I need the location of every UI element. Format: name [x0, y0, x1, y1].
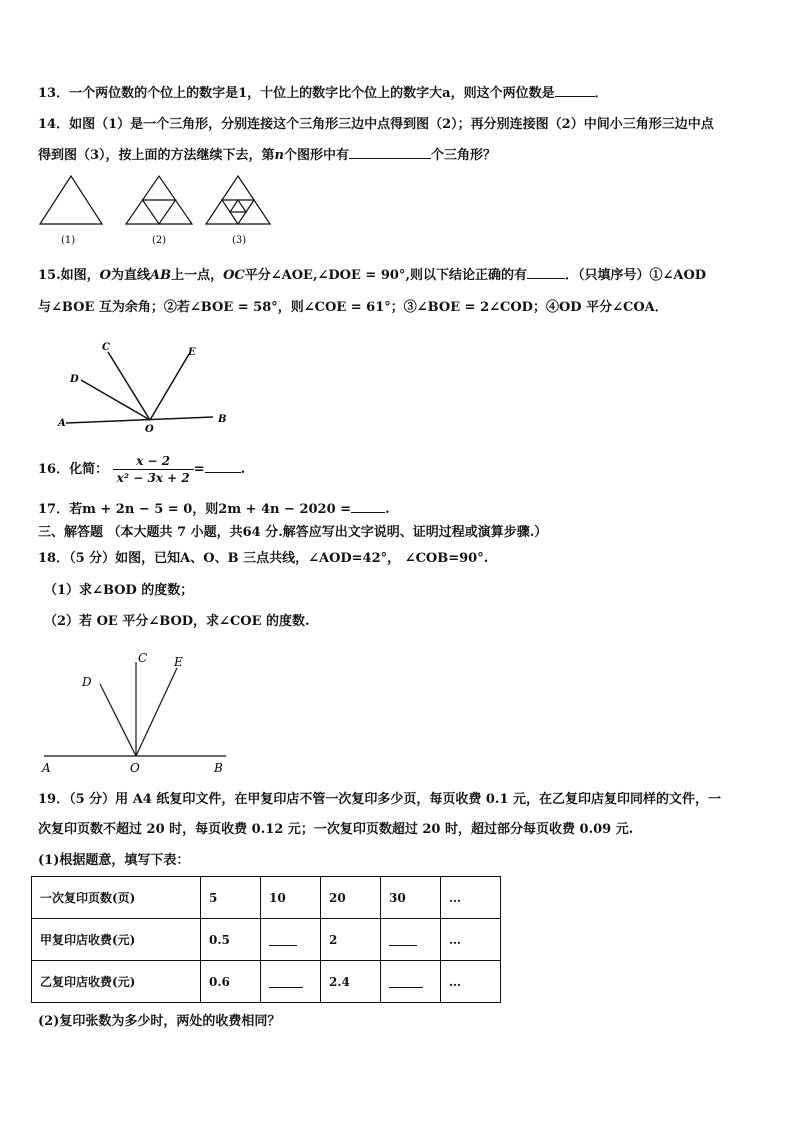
label-e: E — [174, 655, 183, 669]
label-d: D — [82, 675, 92, 689]
q15-point-o: O — [99, 268, 111, 283]
fig-label-1: (1) — [61, 235, 76, 246]
table-cell: 乙复印店收费(元) — [32, 961, 201, 1003]
q14-number: 14． — [38, 117, 70, 132]
q19-text1: （5 分）用 A4 纸复印文件，在甲复印店不管一次复印多少页，每页收费 0.1 元，在乙复印店复印同样的文件，一 — [69, 792, 722, 807]
table-cell: 10 — [261, 877, 321, 919]
q19-number: 19． — [38, 792, 70, 807]
q15-answer-blank[interactable] — [527, 264, 565, 279]
q18-text: （5 分）如图，已知A、O、B 三点共线，∠AOD=42°， ∠COB=90°. — [69, 551, 489, 566]
table-row — [32, 877, 501, 919]
table-cell: … — [441, 961, 501, 1003]
q15-line1 — [38, 264, 706, 286]
q17-answer-blank[interactable] — [351, 498, 385, 513]
q18-part2: （2）若 OE 平分∠BOD，求∠COE 的度数. — [44, 614, 310, 629]
q14-triangle-figures — [38, 172, 278, 252]
q13-text: 一个两位数的个位上的数字是1，十位上的数字比个位上的数字大a，则这个两位数是 — [69, 86, 555, 101]
answer-blank[interactable] — [389, 931, 417, 946]
table-cell: 2.4 — [321, 961, 381, 1003]
q16-tail: . — [240, 462, 246, 477]
table-cell: 甲复印店收费(元) — [32, 919, 201, 961]
fig-label-2: (2) — [152, 235, 167, 246]
q15-text-b: 为直线 — [110, 268, 150, 283]
table-cell: 30 — [381, 877, 441, 919]
q18-number: 18． — [38, 551, 70, 566]
table-cell: … — [441, 877, 501, 919]
q17-text: 若m + 2n − 5 = 0，则2m + 4n − 2020 = — [69, 502, 352, 517]
label-b: B — [218, 414, 227, 425]
ray-od — [100, 684, 136, 756]
ray-oe — [136, 668, 177, 756]
q14-text2c: 个三角形？ — [431, 148, 497, 163]
q14-text1: 如图（1）是一个三角形，分别连接这个三角形三边中点得到图（2）；再分别连接图（2）中间小三角形三边中点 — [69, 117, 714, 132]
section-heading: 三、解答题 （本大题共 7 小题，共64 分.解答应写出文字说明、证明过程或演算步骤.） — [38, 525, 548, 540]
q15-text-c: 上一点， — [171, 268, 224, 283]
q15-number: 15. — [38, 268, 61, 283]
fig-label-3: (3) — [232, 235, 247, 246]
label-b: B — [214, 761, 223, 775]
q15-line-ab: AB — [149, 268, 172, 283]
table-answer-cell[interactable] — [381, 961, 441, 1003]
q19-line2: 次复印页数不超过 20 时，每页收费 0.12 元；一次复印页数超过 20 时，超过部分每页收费 0.09 元. — [38, 822, 634, 837]
answer-blank[interactable] — [389, 973, 423, 988]
table-cell: 20 — [321, 877, 381, 919]
triangle-figure-3 — [206, 176, 270, 224]
q18-angle-figure — [36, 646, 246, 776]
answer-blank[interactable] — [269, 973, 303, 988]
ray-od — [81, 380, 150, 420]
table-row — [32, 961, 501, 1003]
q13-tail: ． — [594, 86, 608, 101]
q15-line2 — [38, 298, 668, 318]
triangle-figure-2 — [126, 176, 192, 224]
q18-part1: （1）求∠BOD 的度数； — [44, 583, 194, 598]
q16-number: 16． — [38, 462, 70, 477]
label-d: D — [70, 374, 79, 385]
q16-text: 化简： — [69, 462, 109, 477]
q15-angle-figure — [48, 330, 248, 450]
table-cell: 0.6 — [201, 961, 261, 1003]
q17-line — [38, 498, 390, 520]
q13-line — [38, 82, 608, 104]
label-a: A — [42, 761, 51, 775]
q14-line2 — [38, 144, 496, 166]
label-o: O — [130, 761, 140, 775]
line-ab — [66, 417, 213, 423]
q19-part2: (2)复印张数为多少时，两处的收费相同？ — [38, 1014, 281, 1029]
q19-part1: (1)根据题意，填写下表： — [38, 853, 190, 868]
table-cell: 5 — [201, 877, 261, 919]
label-e: E — [188, 347, 196, 358]
table-cell: 一次复印页数(页) — [32, 877, 201, 919]
q16-numerator: x − 2 — [113, 453, 194, 470]
table-answer-cell[interactable] — [261, 961, 321, 1003]
ray-oe — [150, 354, 189, 420]
q17-tail: . — [385, 502, 390, 517]
label-c: C — [102, 342, 110, 353]
table-cell: 0.5 — [201, 919, 261, 961]
label-a: A — [58, 418, 66, 429]
table-answer-cell[interactable] — [381, 919, 441, 961]
q15-text-line2: 与∠BOE 互为余角；②若∠BOE = 58°，则∠COE = 61°；③∠BOE = 2∠COD；④OD 平分∠COA． — [38, 300, 668, 315]
table-answer-cell[interactable] — [261, 919, 321, 961]
table-cell: … — [441, 919, 501, 961]
triangle-figure-1 — [40, 176, 102, 224]
q13-answer-blank[interactable] — [555, 82, 595, 97]
q14-text2a: 得到图（3），按上面的方法继续下去，第 — [38, 148, 275, 163]
q15-ray-oc: OC — [223, 268, 245, 283]
q16-line — [38, 452, 245, 488]
q14-n-variable: n — [274, 148, 284, 163]
q16-denominator: x² − 3x + 2 — [116, 471, 190, 485]
table-row — [32, 919, 501, 961]
q16-answer-blank[interactable] — [205, 458, 241, 473]
q13-number: 13． — [38, 86, 70, 101]
table-cell: 2 — [321, 919, 381, 961]
q14-line1 — [38, 115, 714, 135]
q14-text2b: 个图形中有 — [284, 148, 350, 163]
label-c: C — [138, 651, 148, 665]
label-o: O — [145, 424, 154, 435]
answer-blank[interactable] — [269, 931, 297, 946]
q15-text-a: 如图， — [60, 268, 100, 283]
q15-text-e: ,则以下结论正确的有 — [405, 268, 527, 283]
q19-line1 — [38, 790, 721, 810]
ray-oc — [108, 352, 150, 420]
copy-fee-table — [31, 876, 501, 1003]
q17-number: 17． — [38, 502, 70, 517]
q16-equals: = — [193, 462, 205, 477]
q16-fraction — [113, 453, 194, 486]
q15-text-f: ．（只填序号）①∠AOD — [564, 268, 707, 283]
q14-answer-blank[interactable] — [349, 144, 431, 159]
q15-text-d: 平分∠AOE,∠DOE = 90° — [244, 268, 406, 283]
q18-line — [38, 549, 488, 569]
